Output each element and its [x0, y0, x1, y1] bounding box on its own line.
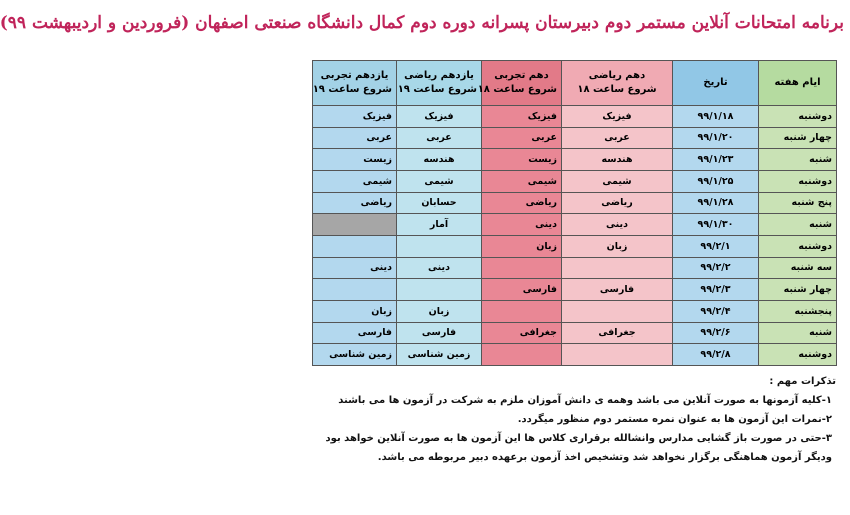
- cell-math10: دینی: [562, 214, 673, 236]
- cell-date: ۹۹/۲/۸: [673, 344, 759, 366]
- cell-date: ۹۹/۱/۲۳: [673, 149, 759, 171]
- cell-day: چهار شنبه: [759, 279, 837, 301]
- cell-exp10: زیست: [482, 149, 562, 171]
- notes-heading: تذکرات مهم :: [769, 376, 836, 387]
- cell-exp10: ریاضی: [482, 192, 562, 214]
- cell-exp11: دینی: [313, 257, 397, 279]
- cell-math10: عربی: [562, 127, 673, 149]
- cell-math10: [562, 257, 673, 279]
- page-title: برنامه امتحانات آنلاین مستمر دوم دبیرستان پسرانه دوره دوم کمال دانشگاه صنعتی اصفهان (فروردین و اردیبهشت ۹۹): [0, 13, 844, 33]
- note-item: ودیگر آزمون هماهنگی برگزار نخواهد شد وتشخیص اخذ آزمون برعهده دبیر مربوطه می باشد.: [377, 452, 832, 463]
- cell-math10: ریاضی: [562, 192, 673, 214]
- cell-math10: زبان: [562, 235, 673, 257]
- table-row: [313, 149, 837, 171]
- cell-date: ۹۹/۲/۱: [673, 235, 759, 257]
- table-row: [313, 235, 837, 257]
- cell-math11: آمار: [397, 214, 482, 236]
- cell-math11: [397, 279, 482, 301]
- cell-day: سه شنبه: [759, 257, 837, 279]
- header-exp11: یازدهم تجربی شروع ساعت ۱۹: [313, 61, 397, 106]
- cell-day: پنجشنبه: [759, 300, 837, 322]
- cell-exp11: [313, 235, 397, 257]
- cell-math11: عربی: [397, 127, 482, 149]
- cell-date: ۹۹/۲/۳: [673, 279, 759, 301]
- cell-exp10: عربی: [482, 127, 562, 149]
- cell-math10: شیمی: [562, 170, 673, 192]
- table-row: [313, 106, 837, 128]
- table-row: [313, 170, 837, 192]
- cell-math11: زمین شناسی: [397, 344, 482, 366]
- cell-day: شنبه: [759, 322, 837, 344]
- cell-day: چهار شنبه: [759, 127, 837, 149]
- cell-math11: فارسی: [397, 322, 482, 344]
- cell-exp10: جغرافی: [482, 322, 562, 344]
- cell-date: ۹۹/۱/۲۵: [673, 170, 759, 192]
- table-header-row: [313, 61, 837, 106]
- cell-exp10: زبان: [482, 235, 562, 257]
- header-day: ایام هفته: [759, 61, 837, 106]
- cell-math11: [397, 235, 482, 257]
- note-item: ۱-کلیه آزمونها به صورت آنلاین می باشد وهمه ی دانش آموزان ملزم به شرکت در آزمون ها می باشند: [338, 395, 832, 406]
- cell-math11: هندسه: [397, 149, 482, 171]
- cell-exp11: شیمی: [313, 170, 397, 192]
- cell-exp11: فارسی: [313, 322, 397, 344]
- cell-math10: فیزیک: [562, 106, 673, 128]
- cell-date: ۹۹/۱/۱۸: [673, 106, 759, 128]
- cell-math10: هندسه: [562, 149, 673, 171]
- cell-math10: [562, 344, 673, 366]
- cell-day: پنج شنبه: [759, 192, 837, 214]
- notes-section: [314, 372, 836, 467]
- cell-day: دوشنبه: [759, 344, 837, 366]
- table-row: [313, 192, 837, 214]
- cell-math10: جغرافی: [562, 322, 673, 344]
- cell-day: شنبه: [759, 149, 837, 171]
- header-date: تاریخ: [673, 61, 759, 106]
- cell-date: ۹۹/۲/۲: [673, 257, 759, 279]
- cell-math11: دینی: [397, 257, 482, 279]
- cell-exp10: دینی: [482, 214, 562, 236]
- cell-math11: شیمی: [397, 170, 482, 192]
- cell-exp10: [482, 257, 562, 279]
- cell-exp11: [313, 214, 397, 236]
- cell-exp10: [482, 300, 562, 322]
- cell-math10: فارسی: [562, 279, 673, 301]
- exam-schedule-table: [312, 60, 837, 366]
- table-row: [313, 127, 837, 149]
- cell-exp11: ریاضی: [313, 192, 397, 214]
- table-row: [313, 344, 837, 366]
- cell-exp10: [482, 344, 562, 366]
- cell-math10: [562, 300, 673, 322]
- cell-day: دوشنبه: [759, 235, 837, 257]
- table-row: [313, 322, 837, 344]
- cell-math11: حسابان: [397, 192, 482, 214]
- table-row: [313, 214, 837, 236]
- cell-day: دوشنبه: [759, 170, 837, 192]
- cell-date: ۹۹/۱/۲۰: [673, 127, 759, 149]
- cell-exp10: فیزیک: [482, 106, 562, 128]
- table-row: [313, 279, 837, 301]
- cell-math11: زبان: [397, 300, 482, 322]
- cell-date: ۹۹/۱/۳۰: [673, 214, 759, 236]
- header-exp10: دهم تجربی شروع ساعت ۱۸: [482, 61, 562, 106]
- cell-exp10: فارسی: [482, 279, 562, 301]
- cell-exp11: عربی: [313, 127, 397, 149]
- cell-date: ۹۹/۱/۲۸: [673, 192, 759, 214]
- cell-exp11: زمین شناسی: [313, 344, 397, 366]
- cell-exp10: شیمی: [482, 170, 562, 192]
- cell-exp11: زبان: [313, 300, 397, 322]
- header-math10: دهم ریاضی شروع ساعت ۱۸: [562, 61, 673, 106]
- cell-day: دوشنبه: [759, 106, 837, 128]
- cell-exp11: زیست: [313, 149, 397, 171]
- cell-exp11: فیزیک: [313, 106, 397, 128]
- cell-date: ۹۹/۲/۴: [673, 300, 759, 322]
- note-item: ۳-حتی در صورت باز گشایی مدارس وانشالله برقراری کلاس ها این آزمون ها به صورت آنلاین خواهد بود: [325, 433, 832, 444]
- header-math11: یازدهم ریاضی شروع ساعت ۱۹: [397, 61, 482, 106]
- table-row: [313, 300, 837, 322]
- table-row: [313, 257, 837, 279]
- cell-day: شنبه: [759, 214, 837, 236]
- cell-math11: فیزیک: [397, 106, 482, 128]
- cell-date: ۹۹/۲/۶: [673, 322, 759, 344]
- note-item: ۲-نمرات این آزمون ها به عنوان نمره مستمر دوم منظور میگردد.: [517, 414, 832, 425]
- cell-exp11: [313, 279, 397, 301]
